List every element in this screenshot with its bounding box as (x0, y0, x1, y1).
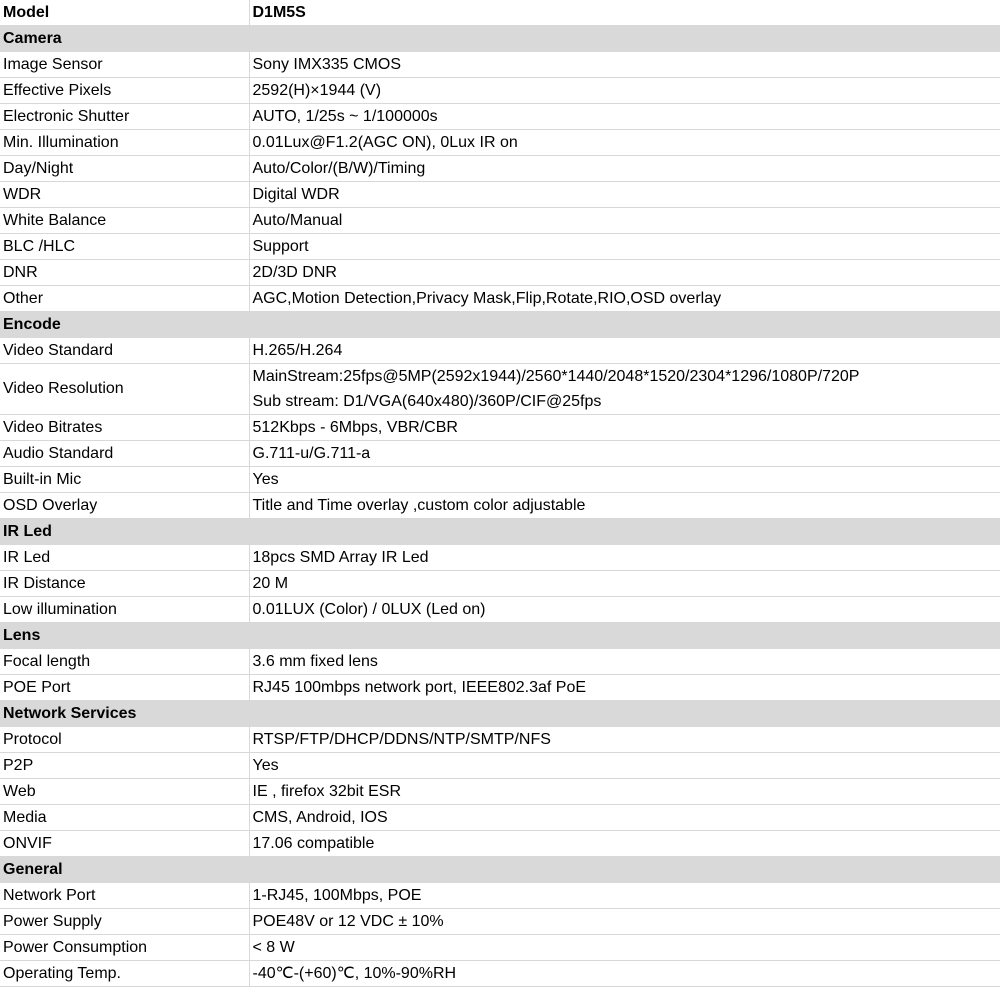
spec-value: Support (249, 234, 1000, 260)
spec-value-line: MainStream:25fps@5MP(2592x1944)/2560*1440/2048*1520/2304*1296/1080P/720P (253, 364, 1000, 389)
spec-row (0, 935, 1000, 961)
spec-row (0, 364, 1000, 415)
spec-value: POE48V or 12 VDC ± 10% (249, 909, 1000, 935)
spec-label: ONVIF (0, 831, 249, 857)
spec-label: BLC /HLC (0, 234, 249, 260)
spec-value: 17.06 compatible (249, 831, 1000, 857)
spec-label: DNR (0, 260, 249, 286)
spec-row (0, 286, 1000, 312)
section-title: General (0, 857, 249, 883)
spec-value: Auto/Color/(B/W)/Timing (249, 156, 1000, 182)
spec-label: Video Standard (0, 338, 249, 364)
spec-label: Network Port (0, 883, 249, 909)
section-title-spacer (249, 26, 1000, 52)
spec-value: 18pcs SMD Array IR Led (249, 545, 1000, 571)
spec-row (0, 545, 1000, 571)
section-header (0, 623, 1000, 649)
section-header (0, 701, 1000, 727)
spec-row (0, 78, 1000, 104)
spec-row (0, 493, 1000, 519)
spec-value: AUTO, 1/25s ~ 1/100000s (249, 104, 1000, 130)
spec-row (0, 338, 1000, 364)
spec-value: CMS, Android, IOS (249, 805, 1000, 831)
spec-value: H.265/H.264 (249, 338, 1000, 364)
spec-row (0, 961, 1000, 987)
spec-value: Digital WDR (249, 182, 1000, 208)
spec-row (0, 52, 1000, 78)
spec-label: IR Led (0, 545, 249, 571)
spec-value: 3.6 mm fixed lens (249, 649, 1000, 675)
spec-value: Yes (249, 753, 1000, 779)
spec-label: Built-in Mic (0, 467, 249, 493)
spec-label: Operating Temp. (0, 961, 249, 987)
spec-value: AGC,Motion Detection,Privacy Mask,Flip,Rotate,RIO,OSD overlay (249, 286, 1000, 312)
spec-row (0, 753, 1000, 779)
spec-label: WDR (0, 182, 249, 208)
section-title-spacer (249, 701, 1000, 727)
spec-row (0, 597, 1000, 623)
section-title: Camera (0, 26, 249, 52)
spec-label: Low illumination (0, 597, 249, 623)
spec-value: 0.01Lux@F1.2(AGC ON), 0Lux IR on (249, 130, 1000, 156)
section-title-spacer (249, 312, 1000, 338)
spec-value: Sony IMX335 CMOS (249, 52, 1000, 78)
spec-row (0, 831, 1000, 857)
spec-value-line: Sub stream: D1/VGA(640x480)/360P/CIF@25fps (253, 389, 1000, 414)
section-title-spacer (249, 623, 1000, 649)
spec-value: G.711-u/G.711-a (249, 441, 1000, 467)
spec-value: Auto/Manual (249, 208, 1000, 234)
spec-value (249, 364, 1000, 415)
spec-value: 0.01LUX (Color) / 0LUX (Led on) (249, 597, 1000, 623)
spec-value: Title and Time overlay ,custom color adjustable (249, 493, 1000, 519)
spec-value: < 8 W (249, 935, 1000, 961)
spec-value: 1-RJ45, 100Mbps, POE (249, 883, 1000, 909)
spec-row (0, 260, 1000, 286)
spec-label: Power Supply (0, 909, 249, 935)
section-title: Lens (0, 623, 249, 649)
spec-row (0, 234, 1000, 260)
spec-label: OSD Overlay (0, 493, 249, 519)
spec-label: Image Sensor (0, 52, 249, 78)
spec-row (0, 779, 1000, 805)
spec-label: Day/Night (0, 156, 249, 182)
spec-row (0, 909, 1000, 935)
spec-value: RTSP/FTP/DHCP/DDNS/NTP/SMTP/NFS (249, 727, 1000, 753)
spec-label: P2P (0, 753, 249, 779)
spec-row (0, 675, 1000, 701)
spec-row (0, 104, 1000, 130)
spec-value: 20 M (249, 571, 1000, 597)
spec-label: Power Consumption (0, 935, 249, 961)
spec-row (0, 130, 1000, 156)
spec-label: Media (0, 805, 249, 831)
spec-label: Web (0, 779, 249, 805)
spec-label: White Balance (0, 208, 249, 234)
section-header (0, 519, 1000, 545)
spec-label: Audio Standard (0, 441, 249, 467)
spec-label: Min. Illumination (0, 130, 249, 156)
spec-label: Video Bitrates (0, 415, 249, 441)
spec-row (0, 571, 1000, 597)
spec-row (0, 467, 1000, 493)
model-row (0, 0, 1000, 26)
spec-row (0, 649, 1000, 675)
spec-value: -40℃-(+60)℃, 10%-90%RH (249, 961, 1000, 987)
spec-row (0, 156, 1000, 182)
spec-value: RJ45 100mbps network port, IEEE802.3af PoE (249, 675, 1000, 701)
section-title-spacer (249, 519, 1000, 545)
section-title: Network Services (0, 701, 249, 727)
spec-row (0, 182, 1000, 208)
spec-row (0, 805, 1000, 831)
spec-label: Other (0, 286, 249, 312)
spec-row (0, 883, 1000, 909)
spec-value: IE , firefox 32bit ESR (249, 779, 1000, 805)
model-value: D1M5S (249, 0, 1000, 26)
section-header (0, 26, 1000, 52)
section-title: Encode (0, 312, 249, 338)
spec-row (0, 208, 1000, 234)
spec-label: Protocol (0, 727, 249, 753)
spec-label: Electronic Shutter (0, 104, 249, 130)
section-header (0, 312, 1000, 338)
spec-value: 2592(H)×1944 (V) (249, 78, 1000, 104)
spec-row (0, 415, 1000, 441)
section-header (0, 857, 1000, 883)
spec-label: POE Port (0, 675, 249, 701)
spec-value: 512Kbps - 6Mbps, VBR/CBR (249, 415, 1000, 441)
spec-label: Focal length (0, 649, 249, 675)
spec-value: 2D/3D DNR (249, 260, 1000, 286)
spec-row (0, 727, 1000, 753)
spec-label: Effective Pixels (0, 78, 249, 104)
section-title-spacer (249, 857, 1000, 883)
model-label: Model (0, 0, 249, 26)
spec-label: Video Resolution (0, 364, 249, 415)
spec-value: Yes (249, 467, 1000, 493)
spec-label: IR Distance (0, 571, 249, 597)
section-title: IR Led (0, 519, 249, 545)
spec-row (0, 441, 1000, 467)
